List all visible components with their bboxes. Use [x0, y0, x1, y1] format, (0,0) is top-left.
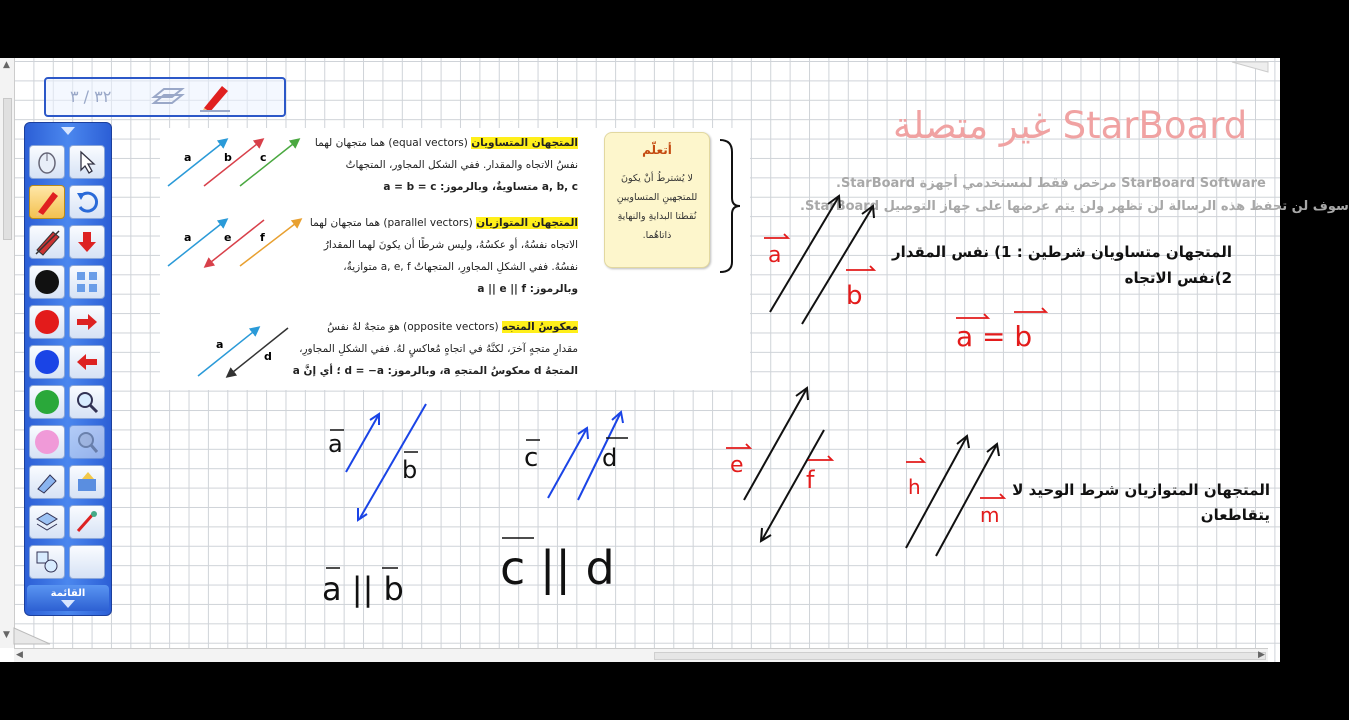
- ink-c-parallel-d: c || d: [500, 541, 615, 595]
- equal-label-a: a: [184, 151, 192, 164]
- scroll-up-icon[interactable]: ▲: [3, 60, 10, 70]
- ink-a-parallel-b: a || b: [322, 570, 404, 608]
- opposite-label-d: d: [264, 350, 272, 363]
- page-curl-right: [1232, 62, 1268, 72]
- bracket-stroke: [720, 140, 740, 272]
- scroll-left-icon[interactable]: ◀: [16, 650, 23, 660]
- equal-label-b: b: [224, 151, 232, 164]
- ink-label-b: b: [402, 456, 418, 484]
- equal-en: (equal vectors): [388, 137, 468, 149]
- ink-label-d: d: [602, 444, 618, 472]
- license-line-2: .StarBoard سوف لن تحفظ هذه الرسالة لن تظهر ولن يتم عرضها على جهاز التوصيل: [800, 199, 1349, 214]
- red-label-m: m: [980, 503, 1000, 527]
- red-label-f: f: [806, 466, 815, 494]
- equal-vectors-line3: a, b, c متساويةٌ، وبالرموز: a = b = c: [383, 181, 578, 193]
- parallel-vectors-line3: نفسُهُ. ففي الشكلِ المجاورِ، المتجهاتُ a, e, f متوازيةٌ،: [343, 261, 578, 273]
- red-equation-a-equals-b: a = b: [956, 320, 1033, 353]
- parallel-vectors-line2: الاتجاه نفسُهُ، أو عكسُهُ، وليس شرطًا أن يكونَ لهما المقدارُ: [323, 239, 578, 251]
- blue-vector-c: [548, 430, 586, 498]
- scroll-right-icon[interactable]: ▶: [1258, 650, 1265, 660]
- menu-label: القائمة: [50, 588, 86, 599]
- parallel-rest: هما متجهان لهما: [309, 217, 381, 229]
- red-label-e: e: [730, 453, 744, 478]
- license-line-1: .StarBoard مرخص فقط لمستخدمي أجهزة StarBoard Software: [836, 176, 1266, 191]
- red-label-h: h: [908, 475, 921, 499]
- opposite-rest: هوَ متجهٌ لهُ نفسُ: [327, 321, 400, 333]
- opposite-vectors-line2: مقدارِ متجهٍ آخرَ، لكنَّهُ في اتجاهٍ مُعاكسٍ لهُ. ففي الشكلِ المجاورِ،: [299, 343, 578, 355]
- ink-label-a: a: [328, 430, 343, 458]
- parallel-condition-note-2: يتقاطعان: [1200, 506, 1270, 524]
- equal-rest: هما متجهان لهما: [314, 137, 386, 149]
- equal-condition-note-2: 2)نفس الاتجاه: [1124, 269, 1232, 287]
- learn-title: أتعلّم: [642, 143, 672, 157]
- parallel-vectors-line4: وبالرموز: a || e || f: [477, 283, 578, 295]
- parallel-en: (parallel vectors): [383, 217, 473, 229]
- opposite-en: (opposite vectors): [403, 321, 499, 333]
- learn-body: لا يُشترطُ أنْ يكونَ للمتجهينِ المتساويينِ نُقطتا البدايةِ والنهايةِ ذاتاهُما.: [616, 173, 698, 241]
- equal-condition-note: المتجهان متساويان شرطين : 1) نفس المقدار: [892, 243, 1232, 261]
- scroll-down-icon[interactable]: ▼: [3, 630, 10, 640]
- opposite-vectors-line3: المتجهُ d معكوسُ المتجهِ a، وبالرموز: d = −a ؛ أي إنَّ a: [292, 365, 578, 377]
- parallel-condition-note: المتجهان المتوازيان شرط الوحيد لا: [1012, 481, 1270, 499]
- blue-vector-a: [346, 416, 378, 472]
- page-indicator: ٣٢ / ٣: [70, 87, 112, 106]
- offline-watermark: غير متصلة StarBoard: [893, 104, 1248, 147]
- red-label-b: b: [846, 281, 863, 311]
- black-vector-m: [936, 446, 996, 556]
- equal-label-c: c: [260, 151, 267, 164]
- equal-term: المتجهان المتساويان: [471, 137, 578, 149]
- ink-label-c: c: [524, 443, 539, 473]
- parallel-label-f: f: [260, 231, 265, 244]
- parallel-label-a: a: [184, 231, 192, 244]
- parallel-label-e: e: [224, 231, 232, 244]
- black-vector-e: [744, 390, 806, 500]
- opposite-label-a: a: [216, 338, 224, 351]
- black-vector-f: [762, 430, 824, 540]
- opposite-term: معكوسُ المتجه: [501, 321, 578, 333]
- page-curl-left: [14, 628, 50, 644]
- equal-vectors-line2: نفسُ الاتجاه والمقدار. ففي الشكل المجاور، المتجهاتُ: [345, 159, 578, 171]
- red-label-a: a: [768, 243, 782, 268]
- parallel-term: المتجهان المتوازيان: [476, 217, 578, 229]
